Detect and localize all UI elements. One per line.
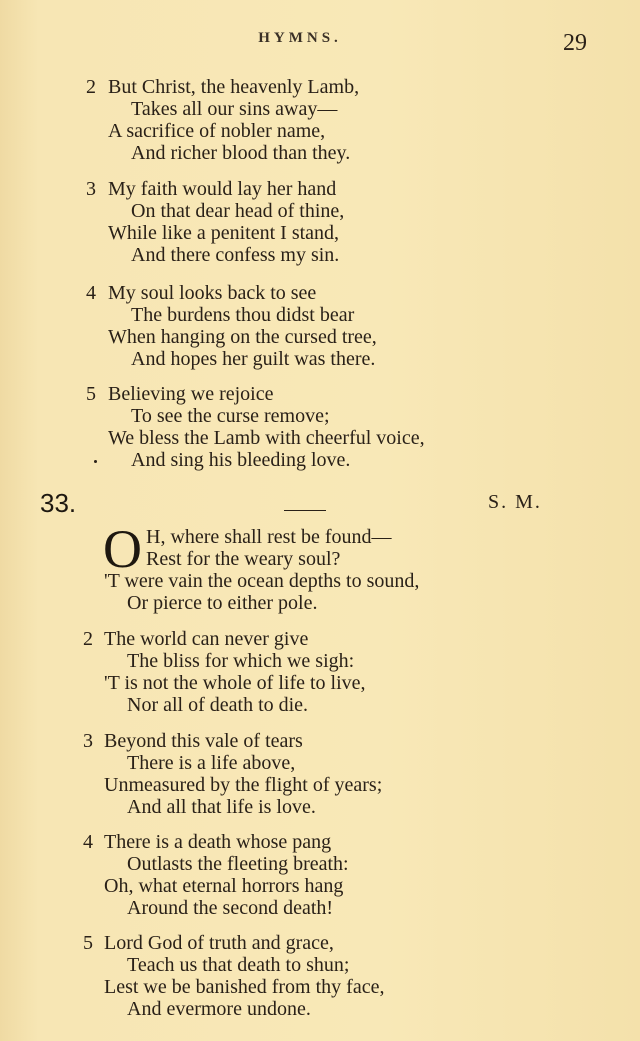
verse-line: There is a death whose pang <box>104 831 332 853</box>
verse-line: And all that life is love. <box>127 796 316 818</box>
verse-line: My soul looks back to see <box>108 282 317 304</box>
hymn-rule <box>284 510 326 511</box>
verse-line: And richer blood than they. <box>131 142 351 164</box>
running-head: HYMNS. <box>258 30 342 46</box>
print-speck <box>94 460 97 463</box>
verse-line: H, where shall rest be found— <box>146 526 392 548</box>
verse-line: And there confess my sin. <box>131 244 340 266</box>
verse-line: Lest we be banished from thy face, <box>104 976 385 998</box>
verse-line: 'T were vain the ocean depths to sound, <box>104 570 420 592</box>
verse-line: Rest for the weary soul? <box>146 548 341 570</box>
verse-line: Oh, what eternal horrors hang <box>104 875 344 897</box>
verse-line: The bliss for which we sigh: <box>127 650 355 672</box>
stanza-number: 2 <box>83 628 93 650</box>
verse-line: The burdens thou didst bear <box>131 304 355 326</box>
verse-line: A sacrifice of nobler name, <box>108 120 326 142</box>
verse-line: 'T is not the whole of life to live, <box>104 672 366 694</box>
stanza-number: 3 <box>83 730 93 752</box>
verse-line: Nor all of death to die. <box>127 694 309 716</box>
verse-line: Beyond this vale of tears <box>104 730 303 752</box>
verse-line: But Christ, the heavenly Lamb, <box>108 76 360 98</box>
verse-line: On that dear head of thine, <box>131 200 345 222</box>
hymn-number: 33. <box>40 488 77 518</box>
verse-line: And hopes her guilt was there. <box>131 348 376 370</box>
verse-line: There is a life above, <box>127 752 296 774</box>
verse-line: While like a penitent I stand, <box>108 222 340 244</box>
verse-line: Outlasts the fleeting breath: <box>127 853 349 875</box>
stanza-number: 4 <box>83 831 93 853</box>
hymn-meter: S. M. <box>488 491 542 513</box>
verse-line: Teach us that death to shun; <box>127 954 350 976</box>
verse-line: Unmeasured by the flight of years; <box>104 774 383 796</box>
verse-line: My faith would lay her hand <box>108 178 337 200</box>
stanza-number: 5 <box>83 932 93 954</box>
verse-line: And evermore undone. <box>127 998 311 1020</box>
stanza-number: 4 <box>86 282 96 304</box>
verse-line: Takes all our sins away— <box>131 98 338 120</box>
verse-line: Lord God of truth and grace, <box>104 932 334 954</box>
stanza-number: 3 <box>86 178 96 200</box>
verse-line: We bless the Lamb with cheerful voice, <box>108 427 425 449</box>
verse-line: When hanging on the cursed tree, <box>108 326 377 348</box>
page-number: 29 <box>563 30 587 56</box>
verse-line: To see the curse remove; <box>131 405 330 427</box>
stanza-number: 5 <box>86 383 96 405</box>
verse-line: Around the second death! <box>127 897 334 919</box>
stanza-number: 2 <box>86 76 96 98</box>
verse-line: Believing we rejoice <box>108 383 274 405</box>
verse-line: Or pierce to either pole. <box>127 592 318 614</box>
drop-cap: O <box>103 519 142 579</box>
verse-line: And sing his bleeding love. <box>131 449 351 471</box>
verse-line: The world can never give <box>104 628 309 650</box>
